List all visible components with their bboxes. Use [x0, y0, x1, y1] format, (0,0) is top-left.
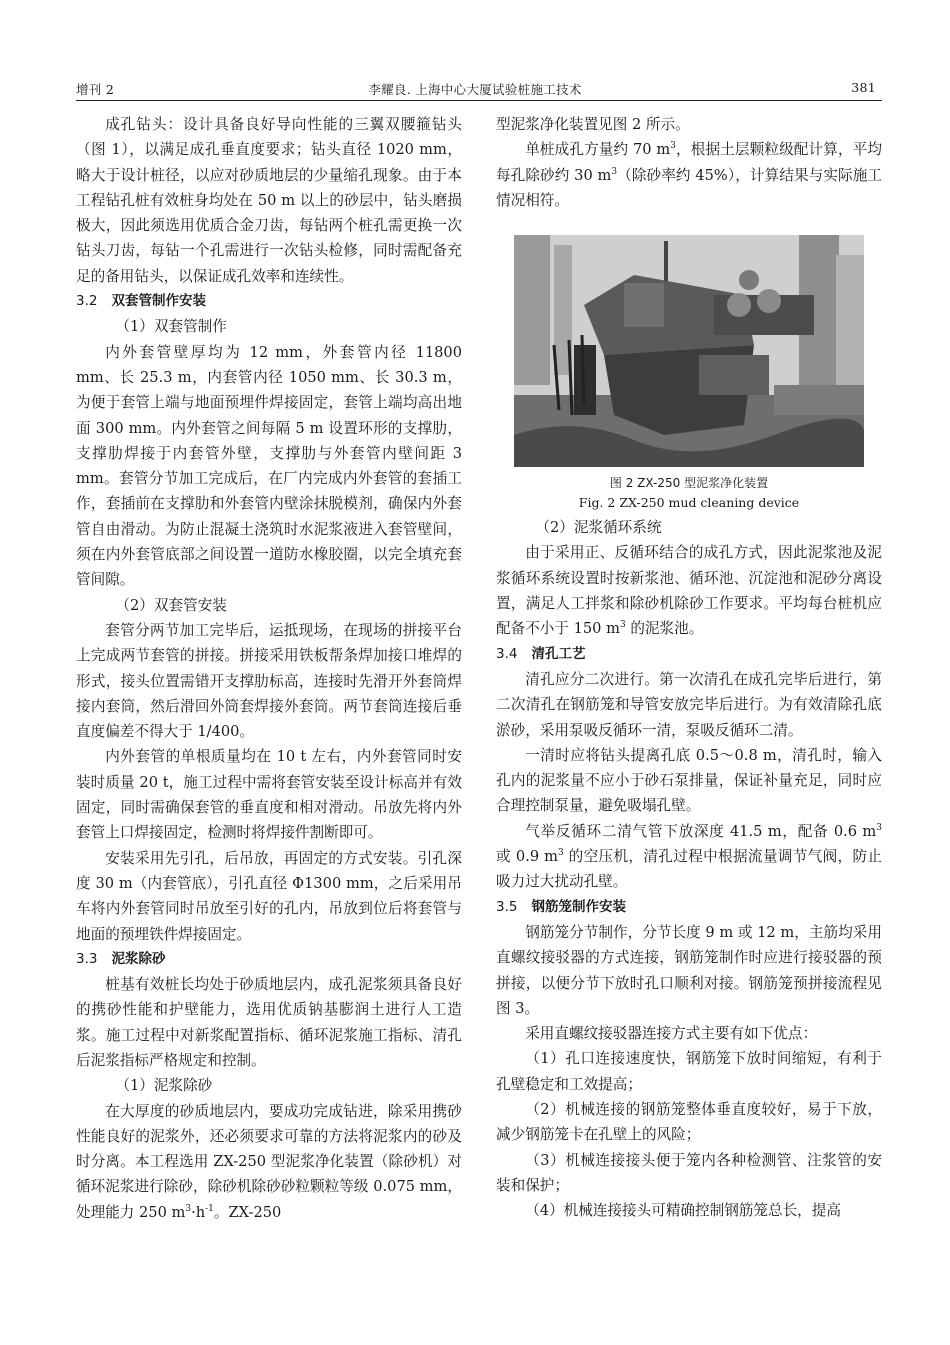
subheading: （1）泥浆除砂: [115, 1077, 213, 1095]
section-heading-3-2: 3.2 双套管制作安装: [76, 293, 206, 310]
figure-caption-cn: 图 2 ZX-250 型泥浆净化装置: [609, 476, 769, 491]
subheading: （2）泥浆循环系统: [535, 519, 662, 537]
page-number: 381: [851, 80, 876, 95]
right-column: [496, 112, 882, 1224]
paragraph: 钢筋笼分节制作，分节长度 9 m 或 12 m，主筋均采用直螺纹接驳器的方式连接，钢筋笼制作时应进行接驳器的预拼接，以便分节下放时孔口顺利对接。钢筋笼预拼接流程见图 3。: [496, 923, 882, 1017]
left-column: [76, 112, 462, 1225]
paragraph: 由于采用正、反循环结合的成孔方式，因此泥浆池及泥浆循环系统设置时按新浆池、循环池、沉淀池和泥砂分离设置，满足人工拌浆和除砂机除砂工作要求。平均每台桩机应配备不小于 150 $m^3$ 的泥浆池。: [496, 544, 882, 638]
paragraph: 一清时应将钻头提离孔底 0.5～0.8 m，清孔时，输入孔内的泥浆量不应小于砂石泵排量，保证补量充足，同时应合理控制泵量，避免吸塌孔壁。: [496, 746, 882, 815]
mud-cleaning-device-photo: [514, 235, 864, 467]
paragraph: 气举反循环二清气管下放深度 41.5 m，配备 0.6 $m^3$ 或 0.9 $m^3$ 的空压机，清孔过程中根据流量调节气阀，防止吸力过大扰动孔壁。: [496, 822, 882, 891]
running-header-title: 李耀良. 上海中心大厦试验桩施工技术: [368, 82, 582, 97]
paragraph: 套管分两节加工完毕后，运抵现场，在现场的拼接平台上完成两节套管的拼接。拼接采用铁板帮条焊加接口堆焊的形式，接头位置需错开支撑肋标高，连接时先滑开外套筒焊接内套筒，然后滑回外筒套焊接外套筒。两节套筒连接后垂直度偏差不得大于 1/400。: [76, 621, 462, 741]
figure-2: [496, 235, 882, 513]
paragraph: 在大厚度的砂质地层内，要成功完成钻进，除采用携砂性能良好的泥浆外，还必须要求可靠的方法将泥浆内的砂及时分离。本工程选用 ZX-250 型泥浆净化装置（除砂机）对循环泥浆进行除砂，除砂机除砂砂粒颗粒等级 0.075 mm，处理能力 250 $m^3\cdot h^{-1}$。ZX-250: [76, 1102, 462, 1221]
figure-caption-en: Fig. 2 ZX-250 mud cleaning device: [578, 495, 800, 511]
header-rule: [76, 100, 882, 101]
section-heading-3-4: 3.4 清孔工艺: [496, 645, 586, 662]
subheading: （2）双套管安装: [115, 596, 227, 614]
list-item: （3）机械连接接头便于笼内各种检测管、注浆管的安装和保护；: [496, 1151, 882, 1194]
paragraph: 型泥浆净化装置见图 2 所示。: [496, 116, 690, 133]
section-heading-3-3: 3.3 泥浆除砂: [76, 950, 166, 967]
paragraph: 内外套管壁厚均为 12 mm，外套管内径 11800 mm、长 25.3 m，内套管内径 1050 mm、长 30.3 m，为便于套管上端与地面预埋件焊接固定，套管上端均高出地面 300 mm。内外套管之间每隔 5 m 设置环形的支撑肋，支撑肋焊接于内套管外壁，支撑肋与外套管内壁间距 3 mm。套管分节加工完成后，在厂内完成内外套管的套插工作，套插前在支撑肋和外套管内壁涂抹脱模剂，确保内外套管自由滑动。为防止混凝土浇筑时水泥浆液进入套管壁间，须在内外套管底部之间设置一道防水橡胶圈，以完全填充套管间隙。: [76, 343, 462, 589]
paragraph: 内外套管的单根质量均在 10 t 左右，内外套管同时安装时质量 20 t，施工过程中需将套管安装至设计标高并有效固定，同时需确保套管的垂直度和相对滑动。吊放先将内外套管上口焊接固定，检测时将焊接件割断即可。: [76, 748, 462, 842]
list-item: （2）机械连接的钢筋笼整体垂直度较好，易于下放，减少钢筋笼卡在孔壁上的风险；: [496, 1101, 882, 1144]
section-heading-3-5: 3.5 钢筋笼制作安装: [496, 898, 626, 915]
paragraph: 安装采用先引孔，后吊放，再固定的方式安装。引孔深度 30 m（内套管底），引孔直径 Φ1300 mm，之后采用吊车将内外套管同时吊放至引好的孔内，吊放到位后将套管与地面的预埋铁件焊接固定。: [76, 849, 462, 943]
paragraph: 单桩成孔方量约 70 $m^3$，根据土层颗粒级配计算，平均每孔除砂约 30 $m^3$（除砂率约 45%），计算结果与实际施工情况相符。: [496, 141, 883, 209]
list-item: （1）孔口连接速度快，钢筋笼下放时间缩短，有利于孔壁稳定和工效提高；: [496, 1050, 882, 1093]
paragraph: 桩基有效桩长均处于砂质地层内，成孔泥浆须具备良好的携砂性能和护壁能力，选用优质钠基膨润土进行人工造浆。施工过程中对新浆配置指标、循环泥浆施工指标、清孔后泥浆指标严格规定和控制。: [76, 976, 462, 1069]
subheading: （1）双套管制作: [115, 318, 227, 336]
paragraph: 采用直螺纹接驳器连接方式主要有如下优点：: [525, 1025, 818, 1043]
paragraph: 清孔应分二次进行。第一次清孔在成孔完毕后进行，第二次清孔在钢筋笼和导管安放完毕后进行。为有效清除孔底淤砂，采用泵吸反循环一清，泵吸反循环二清。: [496, 670, 882, 739]
paragraph: 成孔钻头：设计具备良好导向性能的三翼双腰箍钻头（图 1），以满足成孔垂直度要求；钻头直径 1020 mm，略大于设计桩径，以应对砂质地层的少量缩孔现象。由于本工程钻孔桩有效桩身均处在 50 m 以上的砂层中，钻头磨损极大，因此须选用优质合金刀齿，每钻两个桩孔需更换一次钻头刀齿，每钻一个孔需进行一次钻头检修，同时需配备充足的备用钻头，以保证成孔效率和连续性。: [76, 116, 462, 285]
list-item: （4）机械连接接头可精确控制钢筋笼总长，提高: [525, 1202, 841, 1220]
running-header-left: 增刊 2: [76, 82, 115, 97]
